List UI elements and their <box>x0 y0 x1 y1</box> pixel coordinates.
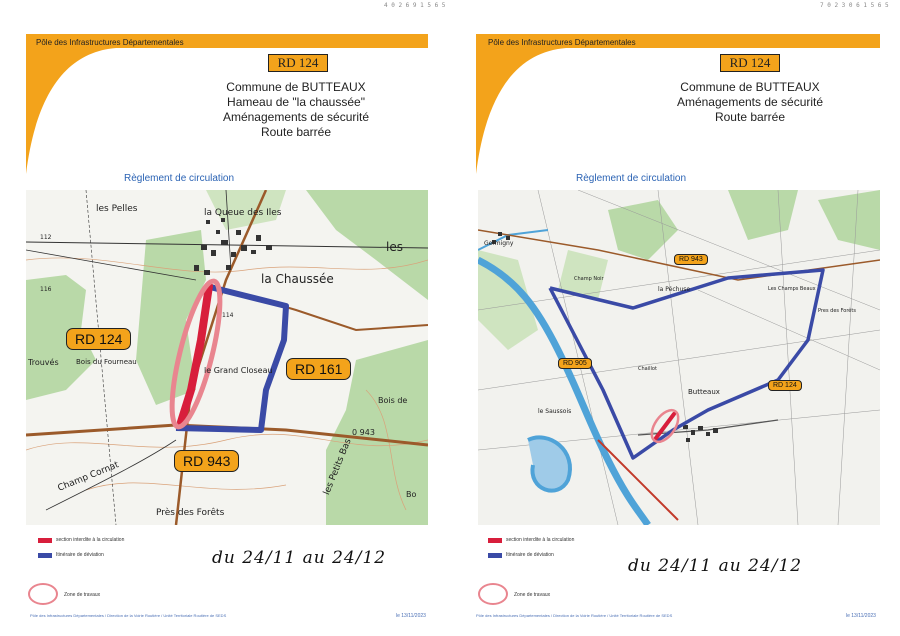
place-label: Bois du Fourneau <box>76 358 137 366</box>
elevation-label: 116 <box>40 286 52 293</box>
title-line: Aménagements de sécurité <box>676 95 824 109</box>
header-title: Pôle des Infrastructures Départementales <box>488 38 636 47</box>
footer-text: Pôle des Infrastructures Départementales / Direction de la Voirie Routière / Unité Territoriale Routière de SEDS <box>30 613 227 618</box>
scan-reference: 7 0 2 3 0 6 1 5 6 5 <box>820 2 889 9</box>
place-label: Butteaux <box>688 388 720 396</box>
elevation-label: 114 <box>222 312 234 319</box>
place-label: la Queue des Iles <box>204 208 282 218</box>
map-label-rd124: RD 124 <box>66 328 131 350</box>
place-label: les Petits Bas <box>322 437 354 497</box>
legend-swatch-closed <box>488 538 502 543</box>
legend-swatch-closed <box>38 538 52 543</box>
map-label-rd124: RD 124 <box>768 380 802 391</box>
map-label-rd943: RD 943 <box>674 254 708 265</box>
place-label: Chaillot <box>638 366 657 372</box>
road-number-box: RD 124 <box>268 54 328 72</box>
topographic-map <box>478 190 880 525</box>
legend-label-detour: Itinéraire de déviation <box>506 552 554 558</box>
legend-swatch-detour <box>488 553 502 558</box>
scan-reference: 4 0 2 6 9 1 5 6 5 <box>384 2 446 9</box>
legend-label-closed: section interdite à la circulation <box>506 537 575 543</box>
place-label: Champ Cornat <box>56 460 121 494</box>
place-label: Champ Noir <box>574 276 604 282</box>
title-line: Hameau de "la chaussée" <box>227 95 365 109</box>
place-label: la Chaussée <box>261 272 334 286</box>
footer-date: le 13/11/2023 <box>396 613 426 619</box>
title-block <box>186 80 406 140</box>
title-line: Commune de BUTTEAUX <box>680 80 820 94</box>
place-label: Les Champs Beaux <box>768 286 816 292</box>
place-label: Germigny <box>484 240 514 247</box>
place-label: Trouvés <box>28 358 59 367</box>
elevation-label: 112 <box>40 234 52 241</box>
header-title: Pôle des Infrastructures Départementales <box>36 38 184 47</box>
place-label: les Pelles <box>96 204 138 214</box>
place-label: Bo <box>406 490 417 499</box>
map-label-rd905: RD 905 <box>558 358 592 369</box>
place-label: Pres des Forêts <box>818 308 856 314</box>
title-line: Route barrée <box>260 125 332 139</box>
title-line: Commune de BUTTEAUX <box>226 80 366 94</box>
work-zone-legend-icon <box>28 583 58 605</box>
legend-label-detour: Itinéraire de déviation <box>56 552 104 558</box>
map-label-rd161: RD 161 <box>286 358 351 380</box>
handwritten-dates: du 24/11 au 24/12 <box>212 548 387 568</box>
place-label: les <box>386 240 403 254</box>
legend-swatch-detour <box>38 553 52 558</box>
footer-date: le 13/11/2023 <box>846 613 876 619</box>
title-block <box>640 80 860 125</box>
place-label: Bois de <box>378 396 408 405</box>
title-line: Route barrée <box>714 110 786 124</box>
header-swoosh <box>476 34 566 174</box>
place-label: 0 943 <box>352 428 375 437</box>
header-swoosh <box>26 34 116 174</box>
footer-text: Pôle des Infrastructures Départementales / Direction de la Voirie Routière / Unité Territoriale Routière de SEDS <box>476 613 673 618</box>
handwritten-dates: du 24/11 au 24/12 <box>628 556 803 576</box>
work-zone-legend-label: Zone de travaux <box>514 592 551 598</box>
legend-label-closed: section interdite à la circulation <box>56 537 125 543</box>
reglement-heading: Règlement de circulation <box>124 173 235 184</box>
map-right <box>478 190 880 525</box>
reglement-heading: Règlement de circulation <box>576 173 687 184</box>
work-zone-legend-label: Zone de travaux <box>64 592 101 598</box>
place-label: la Péchuse <box>658 286 691 293</box>
map-left <box>26 190 428 525</box>
place-label: Près des Forêts <box>156 508 225 518</box>
title-line: Aménagements de sécurité <box>222 110 370 124</box>
road-number-box: RD 124 <box>720 54 780 72</box>
place-label: le Saussois <box>538 408 572 415</box>
place-label: le Grand Closeau <box>204 366 273 375</box>
map-label-rd943: RD 943 <box>174 450 239 472</box>
work-zone-legend-icon <box>478 583 508 605</box>
page-right <box>450 0 900 636</box>
